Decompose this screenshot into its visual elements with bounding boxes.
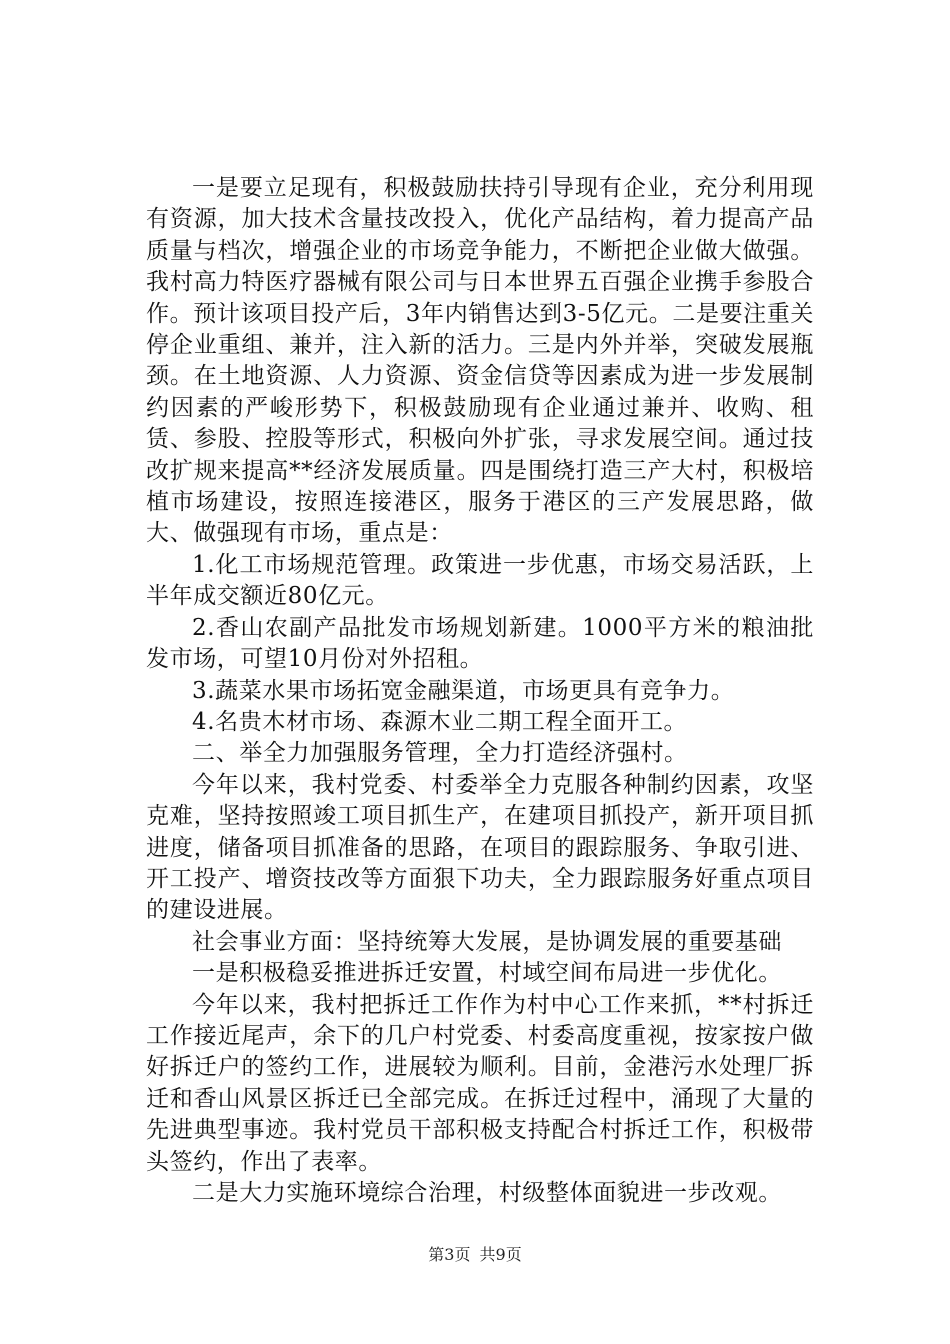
section-heading: 二、举全力加强服务管理，全力打造经济强村。 bbox=[192, 740, 688, 767]
paragraph-1: 一是要立足现有，积极鼓励扶持引导现有企业，充分利用现有资源，加大技术含量技改投入，优化产品结构，着力提高产品质量与档次，增强企业的市场竞争能力，不断把企业做大做强。我村高力特医疗器械有限公司与日本世界五百强企业携手参股合作。预计该项目投产后，3年内销售达到3-5亿元。二是要注重关停企业重组、兼并，注入新的活力。三是内外并举，突破发展瓶颈。在土地资源、人力资源、资金信贷等因素成为进一步发展制约因素的严峻形势下，积极鼓励现有企业通过兼并、收购、租赁、参股、控股等形式，积极向外扩张，寻求发展空间。通过技改扩规来提高**经济发展质量。四是围绕打造三产大村，积极培植市场建设，按照连接港区，服务于港区的三产发展思路，做大、做强现有市场，重点是： bbox=[146, 175, 814, 547]
paragraph-2: 1.化工市场规范管理。政策进一步优惠，市场交易活跃，上半年成交额近80亿元。 bbox=[146, 551, 814, 610]
document-body bbox=[146, 173, 814, 1209]
paragraph-7: 今年以来，我村党委、村委举全力克服各种制约因素，攻坚克难，坚持按照竣工项目抓生产，在建项目抓投产，新开项目抓进度，储备项目抓准备的思路，在项目的跟踪服务、争取引进、开工投产、增资技改等方面狠下功夫，全力跟踪服务好重点项目的建设进展。 bbox=[146, 771, 814, 924]
page-footer bbox=[0, 1245, 950, 1265]
page-number: 第3页 bbox=[428, 1245, 471, 1264]
paragraph-9: 一是积极稳妥推进拆迁安置，村域空间布局进一步优化。 bbox=[192, 960, 782, 987]
paragraph-11: 二是大力实施环境综合治理，村级整体面貌进一步改观。 bbox=[192, 1180, 782, 1206]
paragraph-10: 今年以来，我村把拆迁工作作为村中心工作来抓，**村拆迁工作接近尾声，余下的几户村党委、村委高度重视，按家按户做好拆迁户的签约工作，进展较为顺利。目前，金港污水处理厂拆迁和香山风景区拆迁已全部完成。在拆迁过程中，涌现了大量的先进典型事迹。我村党员干部积极支持配合村拆迁工作，积极带头签约，作出了表率。 bbox=[146, 991, 814, 1175]
paragraph-8: 社会事业方面：坚持统筹大发展，是协调发展的重要基础 bbox=[192, 928, 782, 955]
paragraph-4: 3.蔬菜水果市场拓宽金融渠道，市场更具有竞争力。 bbox=[192, 677, 735, 704]
paragraph-5: 4.名贵木材市场、森源木业二期工程全面开工。 bbox=[192, 708, 688, 735]
paragraph-3: 2.香山农副产品批发市场规划新建。1000平方米的粮油批发市场，可望10月份对外招租。 bbox=[146, 614, 814, 673]
page-total: 共9页 bbox=[479, 1245, 522, 1264]
